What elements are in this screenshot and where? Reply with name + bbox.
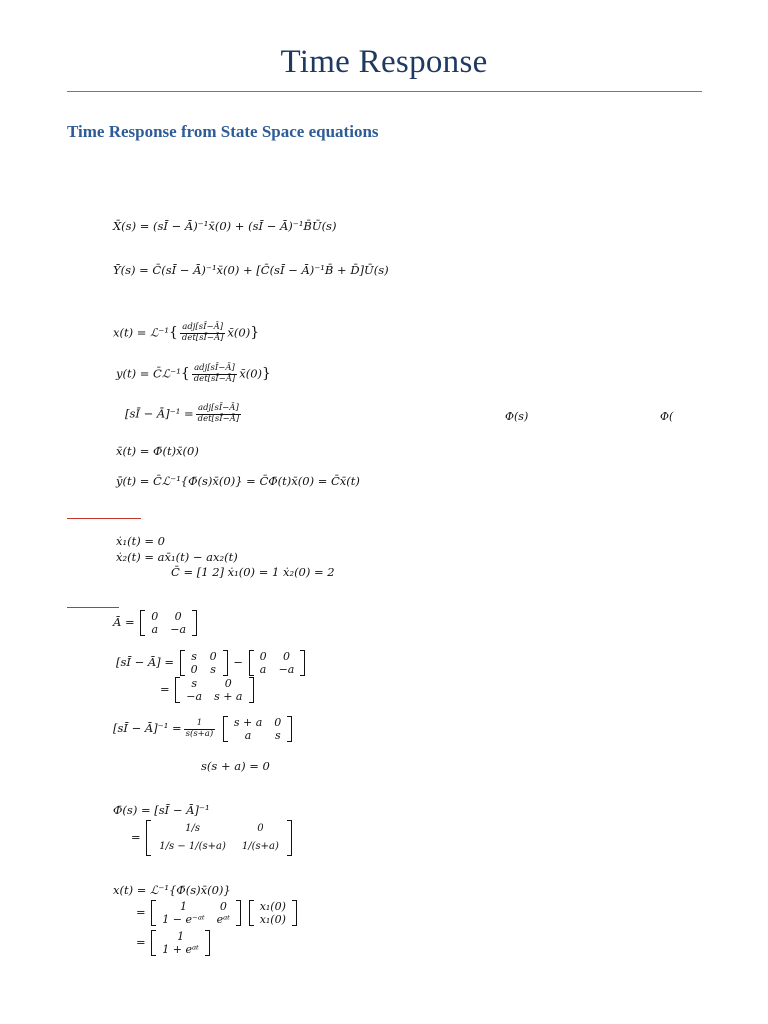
equation-7: ȳ(t) = C̄ℒ⁻¹{Φ̄(s)x̄(0)} = C̄Φ̄(t)x̄(0) = C̄x̄(t) <box>116 474 360 488</box>
equation-20: = 1 1 + eᵃᵗ <box>136 930 212 956</box>
matrix-x0: x₁(0) x₁(0) <box>249 900 297 926</box>
matrix-a-repeat: 0 0 a −a <box>249 650 306 676</box>
title-rule <box>67 91 702 92</box>
equation-17: = 1/s 0 1/s − 1/(s+a) 1/(s+a) <box>131 820 294 856</box>
red-rule-1 <box>67 518 141 519</box>
matrix-result: 1 1 + eᵃᵗ <box>151 930 210 956</box>
section-heading: Time Response from State Space equations <box>67 122 379 141</box>
matrix-phi-s: 1/s 0 1/s − 1/(s+a) 1/(s+a) <box>146 820 292 856</box>
matrix-phi-t: 1 0 1 − e⁻ᵃᵗ eᵃᵗ <box>151 900 241 926</box>
equation-4-fraction: $\frac{\text{adj[sĪ−Ā]}}{\det[sĪ-Ā]}$ <box>193 363 236 384</box>
phi-s-label: Φ(s) <box>505 410 529 423</box>
equation-5-lhs: [sĪ − Ā]⁻¹ = <box>125 406 194 421</box>
equation-14: [sĪ − Ā]⁻¹ = $\frac{1}{s(s+a)}$ s + a 0 a s <box>113 716 294 742</box>
equation-16: Φ̄(s) = [sĪ − Ā]⁻¹ <box>113 803 210 817</box>
matrix-si: s 0 0 s <box>180 650 228 676</box>
matrix-si-minus-a: s 0 −a s + a <box>175 677 253 703</box>
matrix-a: 0 0 a −a <box>140 610 197 636</box>
equation-4-lhs: y(t) = C̄ℒ⁻¹ <box>116 366 181 381</box>
equation-3-lhs: x(t) = ℒ⁻¹ <box>113 325 169 340</box>
equation-3-fraction: $\frac{\text{adj[sĪ−Ā]}}{\det[sĪ-Ā]}$ <box>181 322 224 343</box>
page-title: Time Response <box>280 44 488 80</box>
equation-9: ẋ₂(t) = ax̄₁(t) − ax₂(t) <box>116 550 238 564</box>
matrix-adjugate: s + a 0 a s <box>223 716 292 742</box>
equation-13: = s 0 −a s + a <box>160 677 256 703</box>
equation-19: = 1 0 1 − e⁻ᵃᵗ eᵃᵗ x₁(0) x₁(0) <box>136 900 299 926</box>
equation-1: X̄(s) = (sĪ − Ā)⁻¹x̄(0) + (sĪ − Ā)⁻¹B̄Ū(s) <box>113 219 337 233</box>
equation-18: x(t) = ℒ⁻¹{Φ̄(s)x̄(0)} <box>113 883 231 897</box>
equation-5-fraction: $\frac{\text{adj[sĪ−Ā]}}{\det[sĪ-Ā]}$ <box>197 403 240 424</box>
red-rule-2 <box>67 607 119 608</box>
equation-10: C̄ = [1 2] ẋ₁(0) = 1 ẋ₂(0) = 2 <box>171 565 335 579</box>
equation-8: ẋ₁(t) = 0 <box>116 534 165 548</box>
equation-5 <box>125 404 243 425</box>
equation-15: s(s + a) = 0 <box>201 759 270 773</box>
phi-truncated-label: Φ( <box>660 410 674 423</box>
equation-12: [sĪ − Ā] = s 0 0 s − 0 0 a −a <box>116 650 307 676</box>
equation-2: Ȳ(s) = C̄(sĪ − Ā)⁻¹x̄(0) + [C̄(sĪ − Ā)⁻¹B̄ + D̄]Ū(s) <box>113 263 389 277</box>
equation-3: x(t) = ℒ⁻¹{ $\frac{\text{adj[sĪ−Ā]}}{\det[sĪ-Ā]}$ x̄(0)} <box>113 322 260 343</box>
equation-14-fraction: $\frac{1}{s(s+a)}$ <box>185 717 214 739</box>
equation-11: Ā = 0 0 a −a <box>113 610 199 636</box>
equation-4: y(t) = C̄ℒ⁻¹{ $\frac{\text{adj[sĪ−Ā]}}{\det[sĪ-Ā]}$ x̄(0)} <box>116 363 271 384</box>
equation-6: x̄(t) = Φ̄(t)x̄(0) <box>116 444 199 458</box>
